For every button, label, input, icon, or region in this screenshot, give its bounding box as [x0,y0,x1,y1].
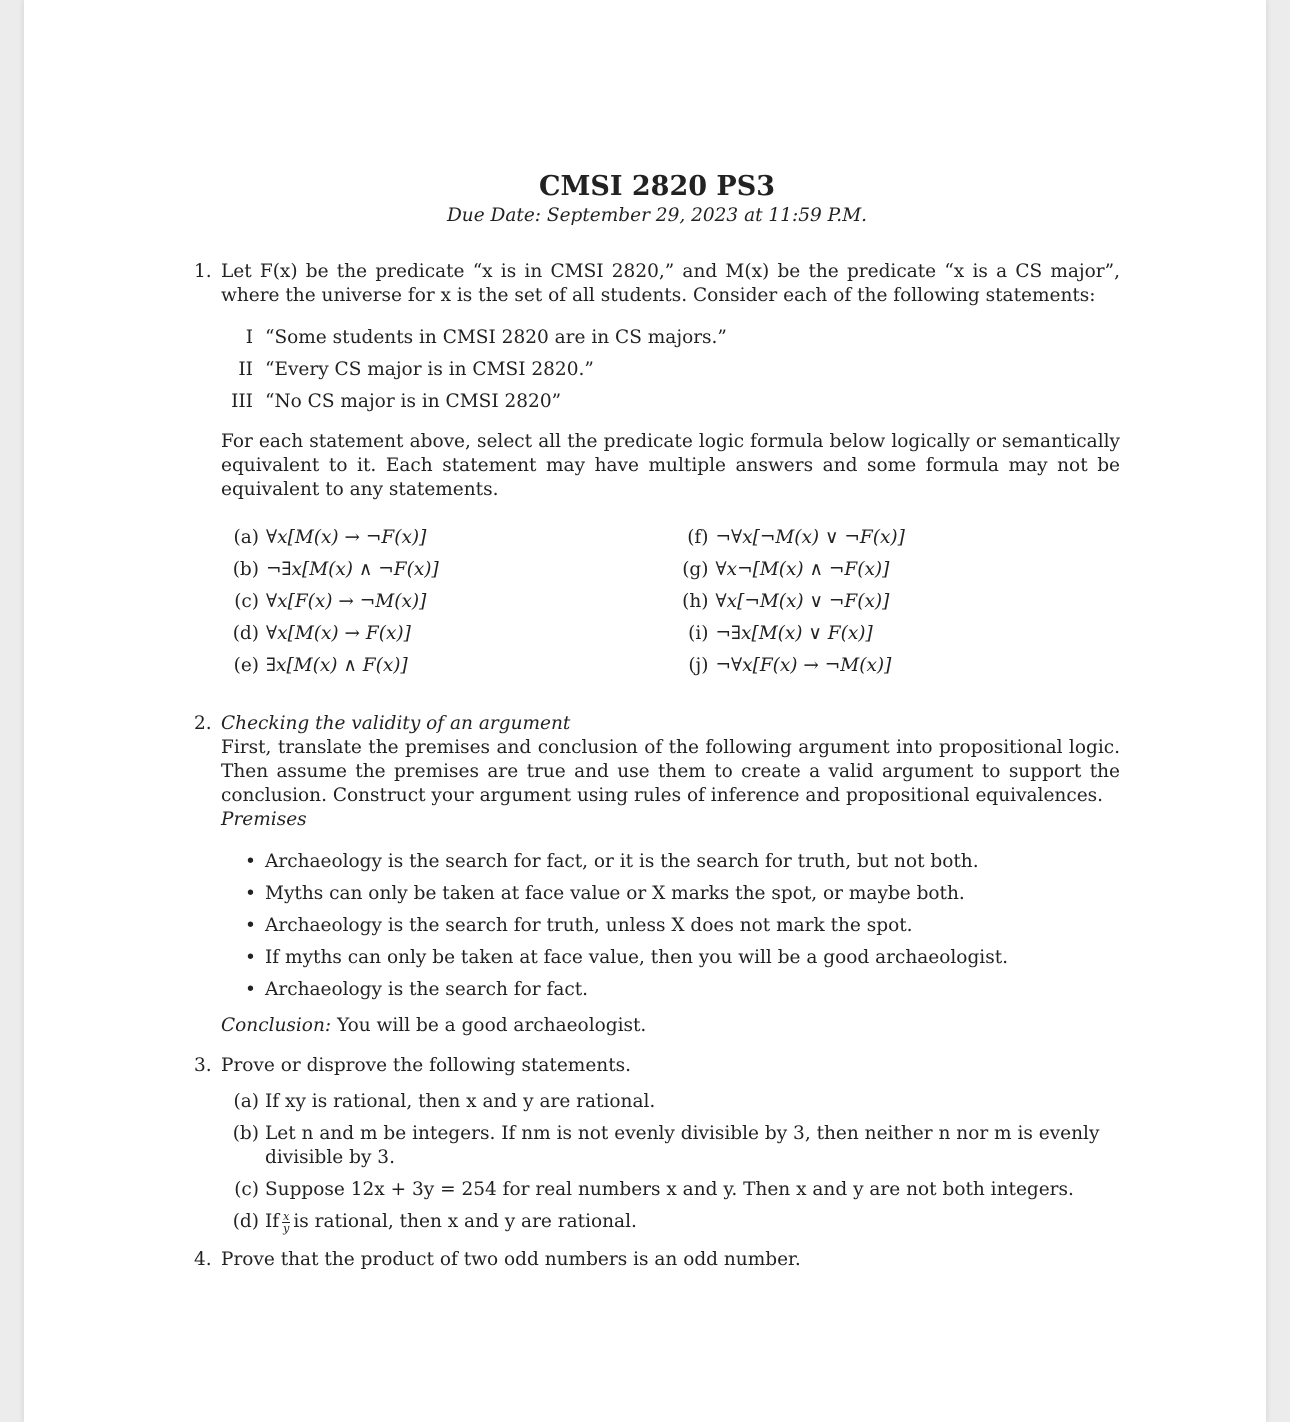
problem-4-text: Prove that the product of two odd numbers is an odd number. [221,1249,801,1270]
premise-text: Myths can only be taken at face value or X marks the spot, or maybe both. [265,883,965,904]
formula-label: (j) [688,655,709,676]
statement-number: III [231,391,253,412]
premise-item [221,846,1120,878]
conclusion [221,1014,1120,1038]
bullet-icon: • [245,947,256,968]
fraction-denominator: y [283,1221,290,1235]
formula-label: (d) [232,623,259,644]
statement-item [221,386,1120,418]
subproblem-item [221,1122,1120,1170]
problem-2-title: Checking the validity of an argument [221,713,571,734]
formula-text: ¬∀x[¬M(x) ∨ ¬F(x)] [715,527,905,548]
premise-item [221,878,1120,910]
problem-1-instructions: For each statement above, select all the predicate logic formula below logically or semantically equivalent to it. Each statement may have multiple answers and some formula may not be equivalent to any statements. [221,431,1120,500]
statement-number: I [245,327,253,348]
formula-option [671,586,1121,618]
problem-1-intro: Let F(x) be the predicate “x is in CMSI 2820,” and M(x) be the predicate “x is a CS major”, where the universe for x is the set of all students. Consider each of the following statements: [221,261,1120,306]
formula-label: (a) [233,527,259,548]
subproblem-item [221,1210,1120,1234]
problem-number: 2. [194,713,212,734]
document-content [194,170,1120,1272]
formula-options [221,522,1120,682]
premise-item [221,974,1120,1006]
formula-option [221,618,671,650]
formula-label: (c) [234,591,259,612]
problem-number: 4. [194,1249,212,1270]
premise-item [221,942,1120,974]
premise-text: Archaeology is the search for fact. [265,979,589,1000]
subproblem-item [221,1178,1120,1202]
problem-2-body: First, translate the premises and conclusion of the following argument into propositional logic. Then assume the premises are true and use them to create a valid argument to support the conclusion. Construct your argument using rules of inference and propositional equivalences. [221,737,1120,806]
subproblem-list [221,1090,1120,1234]
subproblem-label: (c) [234,1179,259,1200]
subproblem-text-before: If [265,1211,280,1232]
subproblem-text-after: is rational, then x and y are rational. [293,1211,637,1232]
problem-3-intro: Prove or disprove the following statements. [221,1055,632,1076]
formula-option [671,522,1121,554]
document-page [24,0,1266,1422]
formula-text: ∀x¬[M(x) ∧ ¬F(x)] [715,559,890,580]
formula-text: ∀x[M(x) → F(x)] [266,623,411,644]
formula-text: ∀x[M(x) → ¬F(x)] [266,527,427,548]
formula-text: ¬∃x[M(x) ∨ F(x)] [715,623,873,644]
formula-option [671,618,1121,650]
formula-option [221,586,671,618]
formula-text: ¬∀x[F(x) → ¬M(x)] [715,655,892,676]
subproblem-label: (d) [232,1211,259,1232]
formula-label: (i) [688,623,709,644]
premise-text: Archaeology is the search for truth, unless X does not mark the spot. [265,915,913,936]
bullet-icon: • [245,883,256,904]
premises-label: Premises [221,809,307,830]
problem-number: 3. [194,1055,212,1076]
formula-text: ∀x[¬M(x) ∨ ¬F(x)] [715,591,890,612]
subproblem-label: (a) [233,1091,259,1112]
conclusion-label: Conclusion: [221,1015,332,1036]
problem-number: 1. [194,261,212,282]
statement-text: “Every CS major is in CMSI 2820.” [265,359,594,380]
subproblem-text: If xy is rational, then x and y are rational. [265,1091,656,1112]
premise-list [221,846,1120,1006]
fraction [282,1211,290,1234]
problem-1 [194,260,1120,682]
formula-label: (b) [232,559,259,580]
formula-option [671,650,1121,682]
subproblem-item [221,1090,1120,1114]
page-title: CMSI 2820 PS3 [538,171,776,202]
bullet-icon: • [245,851,256,872]
formula-option [221,522,671,554]
formula-label: (g) [682,559,709,580]
statement-list [221,322,1120,418]
formula-label: (h) [682,591,709,612]
statement-number: II [238,359,253,380]
formula-option [221,554,671,586]
premise-text: Archaeology is the search for fact, or it is the search for truth, but not both. [265,851,979,872]
formula-text: ¬∃x[M(x) ∧ ¬F(x)] [266,559,439,580]
problem-2 [194,712,1120,1038]
formula-column-left [221,522,671,682]
problem-4 [194,1248,1120,1272]
statement-text: “No CS major is in CMSI 2820” [265,391,562,412]
subproblem-text: Let n and m be integers. If nm is not evenly divisible by 3, then neither n nor m is evenly divisible by 3. [265,1123,1100,1168]
subproblem-label: (b) [232,1123,259,1144]
fraction-numerator: x [283,1209,290,1223]
statement-text: “Some students in CMSI 2820 are in CS majors.” [265,327,727,348]
formula-label: (f) [687,527,709,548]
statement-item [221,322,1120,354]
premise-text: If myths can only be taken at face value, then you will be a good archaeologist. [265,947,1009,968]
statement-item [221,354,1120,386]
bullet-icon: • [245,979,256,1000]
due-date: Due Date: September 29, 2023 at 11:59 P.M. [446,205,868,226]
premise-item [221,910,1120,942]
bullet-icon: • [245,915,256,936]
problem-3 [194,1054,1120,1234]
subproblem-text: Suppose 12x + 3y = 254 for real numbers x and y. Then x and y are not both integers. [265,1179,1074,1200]
formula-option [671,554,1121,586]
formula-text: ∀x[F(x) → ¬M(x)] [266,591,427,612]
formula-column-right [671,522,1121,682]
formula-text: ∃x[M(x) ∧ F(x)] [266,655,408,676]
formula-label: (e) [233,655,259,676]
formula-option [221,650,671,682]
conclusion-text: You will be a good archaeologist. [337,1015,647,1036]
